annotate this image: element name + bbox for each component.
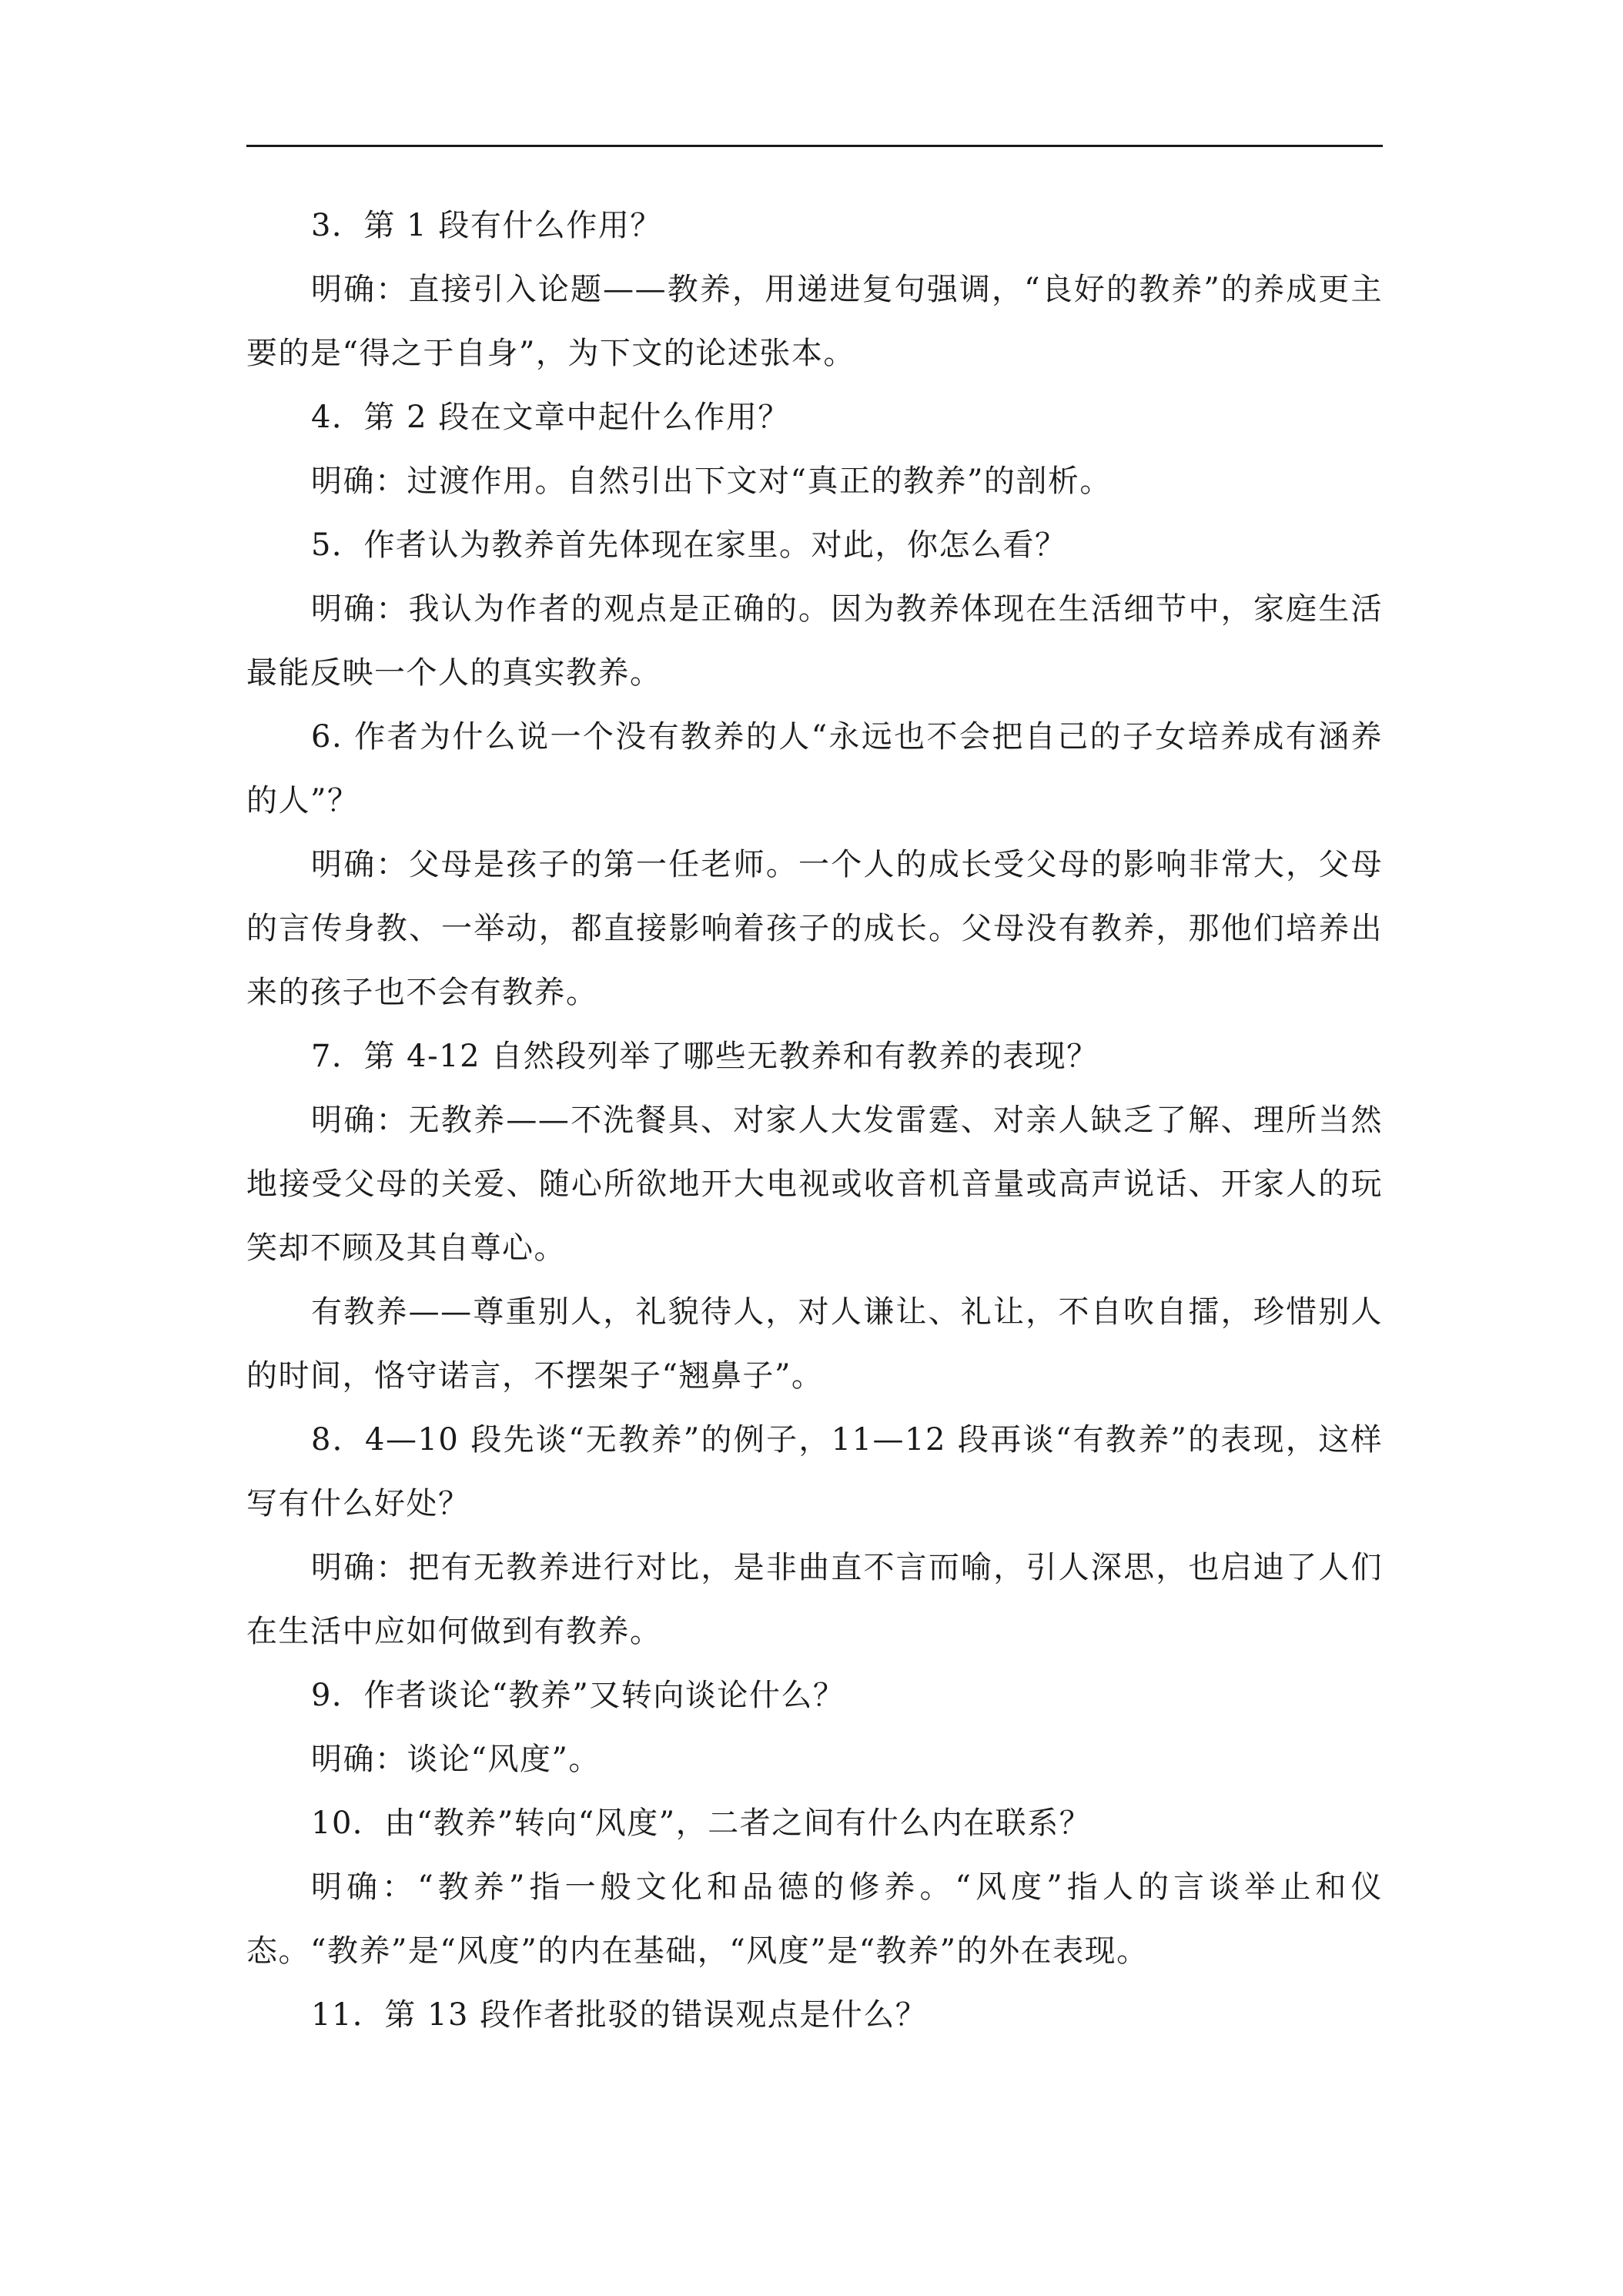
answer-5: 明确：我认为作者的观点是正确的。因为教养体现在生活细节中，家庭生活最能反映一个人的真实教养。 — [246, 591, 1383, 691]
question-3: 3．第 1 段有什么作用？ — [311, 208, 662, 243]
answer-7-no-manners: 明确：无教养——不洗餐具、对家人大发雷霆、对亲人缺乏了解、理所当然地接受父母的关爱、随心所欲地开大电视或收音机音量或高声说话、开家人的玩笑却不顾及其自尊心。 — [246, 1103, 1383, 1266]
answer-6: 明确：父母是孩子的第一任老师。一个人的成长受父母的影响非常大，父母的言传身教、一举动，都直接影响着孩子的成长。父母没有教养，那他们培养出来的孩子也不会有教养。 — [246, 847, 1383, 1010]
question-9: 9．作者谈论“教养”又转向谈论什么？ — [311, 1678, 845, 1713]
question-5: 5．作者认为教养首先体现在家里。对此，你怎么看？ — [311, 527, 1067, 563]
question-7: 7．第 4-12 自然段列举了哪些无教养和有教养的表现？ — [311, 1039, 1099, 1074]
answer-4: 明确：过渡作用。自然引出下文对“真正的教养”的剖析。 — [311, 464, 1112, 499]
question-11: 11．第 13 段作者批驳的错误观点是什么？ — [311, 1997, 928, 2033]
question-10: 10．由“教养”转向“风度”，二者之间有什么内在联系？ — [311, 1806, 1092, 1841]
answer-7-manners: 有教养——尊重别人，礼貌待人，对人谦让、礼让，不自吹自擂，珍惜别人的时间，恪守诺言，不摆架子“翘鼻子”。 — [246, 1294, 1383, 1394]
answer-3: 明确：直接引入论题——教养，用递进复句强调，“良好的教养”的养成更主要的是“得之于自身”，为下文的论述张本。 — [246, 272, 1383, 371]
question-6: 6. 作者为什么说一个没有教养的人“永远也不会把自己的子女培养成有涵养的人”？ — [246, 719, 1383, 818]
question-4: 4．第 2 段在文章中起什么作用？ — [311, 400, 790, 435]
question-8: 8．4—10 段先谈“无教养”的例子，11—12 段再谈“有教养”的表现，这样写有什么好处？ — [246, 1422, 1383, 1521]
header-rule — [246, 145, 1383, 147]
answer-10: 明确：“教养”指一般文化和品德的修养。“风度”指人的言谈举止和仪态。“教养”是“风度”的内在基础，“风度”是“教养”的外在表现。 — [246, 1869, 1383, 1969]
document-body — [246, 194, 1383, 2047]
answer-8: 明确：把有无教养进行对比，是非曲直不言而喻，引人深思，也启迪了人们在生活中应如何做到有教养。 — [246, 1550, 1383, 1649]
answer-9: 明确：谈论“风度”。 — [311, 1742, 601, 1777]
